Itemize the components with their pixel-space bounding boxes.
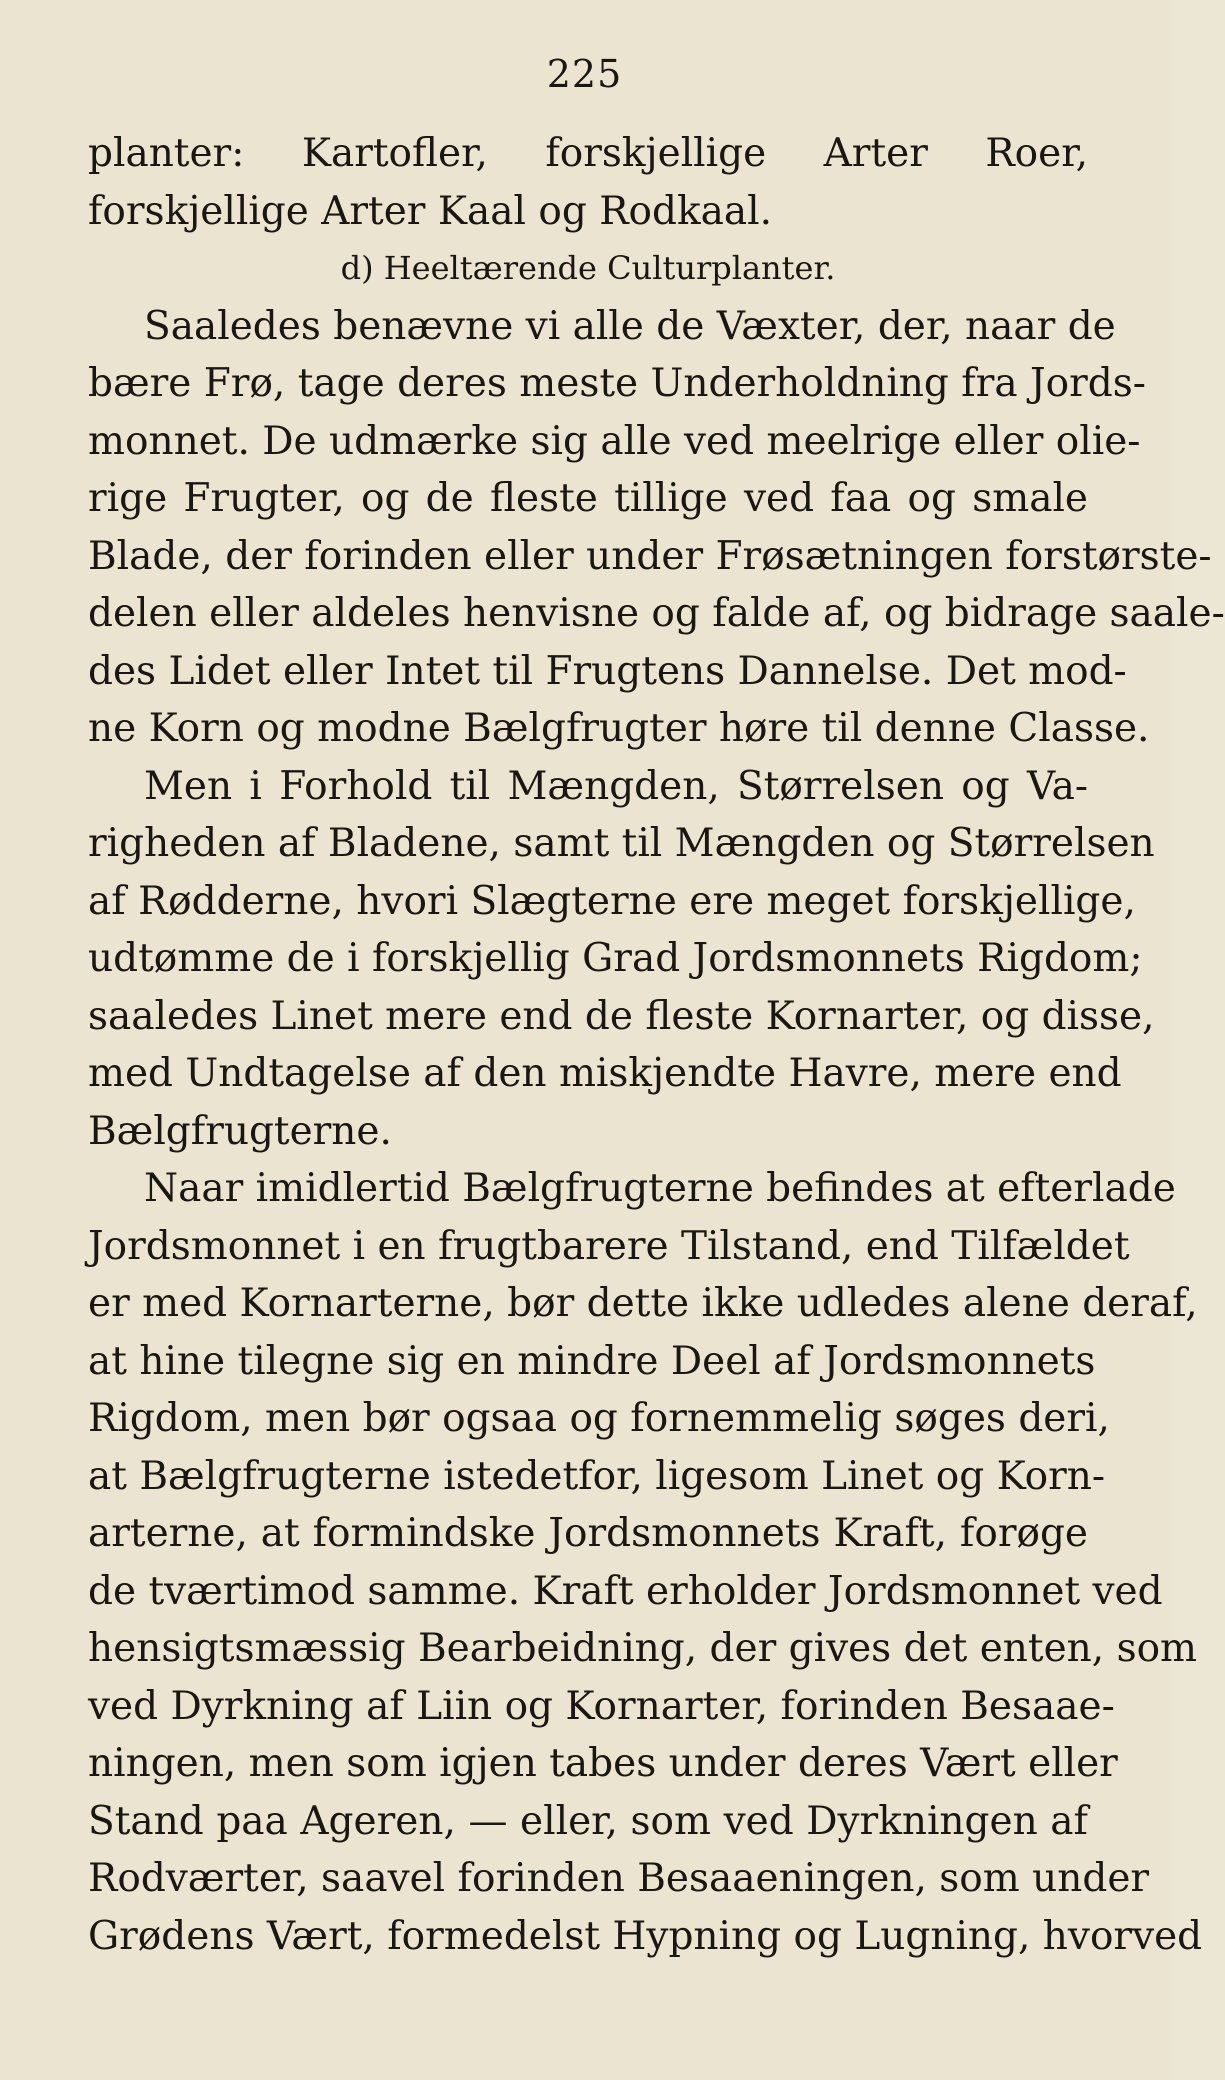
text-line: de tværtimod samme. Kraft erholder Jordsmonnet ved — [88, 1568, 1163, 1614]
text-line: forskjellige Arter Kaal og Rodkaal. — [88, 188, 773, 234]
text-line: saaledes Linet mere end de fleste Kornarter, og disse, — [88, 993, 1155, 1039]
section-heading: d) Heeltærende Culturplanter. — [340, 249, 836, 287]
text-line: Blade, der forinden eller under Frøsætningen forstørste- — [88, 533, 1212, 579]
text-line: Rigdom, men bør ogsaa og fornemmelig søges deri, — [88, 1396, 1110, 1441]
text-line: delen eller aldeles henvisne og falde af, og bidrage saale- — [88, 591, 1225, 636]
text-line: righeden af Bladene, samt til Mængden og Størrelsen — [88, 821, 1155, 866]
text-line: planter: Kartofler, forskjellige Arter Roer, — [88, 131, 1088, 176]
text-line: af Rødderne, hvori Slægterne ere meget forskjellige, — [88, 878, 1136, 924]
text-line: hensigtsmæssig Bearbeidning, der gives det enten, som — [88, 1626, 1198, 1671]
text-line: des Lidet eller Intet til Frugtens Dannelse. Det mod- — [88, 648, 1127, 694]
text-line: ne Korn og modne Bælgfrugter høre til denne Classe. — [88, 706, 1150, 751]
text-line: arterne, at formindske Jordsmonnets Kraft, forøge — [88, 1511, 1088, 1556]
text-line: at Bælgfrugterne istedetfor, ligesom Linet og Korn- — [88, 1453, 1106, 1499]
text-line: Jordsmonnet i en frugtbarere Tilstand, end Tilfældet — [88, 1223, 1130, 1269]
page-number: 225 — [546, 52, 623, 96]
text-line: Bælgfrugterne. — [88, 1108, 392, 1154]
text-line: Rodværter, saavel forinden Besaaeningen, som under — [88, 1856, 1150, 1901]
text-line: Saaledes benævne vi alle de Væxter, der, naar de — [144, 303, 1116, 349]
body-text — [88, 125, 1225, 1965]
text-line: Naar imidlertid Bælgfrugterne befindes at efterlade — [144, 1166, 1176, 1211]
text-line: ningen, men som igjen tabes under deres Vært eller — [88, 1741, 1118, 1786]
text-line: Grødens Vært, formedelst Hypning og Lugning, hvorved — [88, 1913, 1203, 1959]
text-line: med Undtagelse af den miskjendte Havre, mere end — [88, 1051, 1122, 1096]
text-line: udtømme de i forskjellig Grad Jordsmonnets Rigdom; — [88, 936, 1143, 981]
text-line: at hine tilegne sig en mindre Deel af Jordsmonnets — [88, 1338, 1096, 1384]
text-line: monnet. De udmærke sig alle ved meelrige eller olie- — [88, 418, 1141, 464]
text-line: ved Dyrkning af Liin og Kornarter, forinden Besaae- — [88, 1683, 1115, 1729]
text-line: er med Kornarterne, bør dette ikke udledes alene deraf, — [88, 1281, 1198, 1326]
text-line: rige Frugter, og de fleste tillige ved faa og smale — [88, 476, 1088, 521]
text-line: bære Frø, tage deres meste Underholdning fra Jords- — [88, 361, 1146, 406]
text-line: Stand paa Ageren, — eller, som ved Dyrkningen af — [88, 1798, 1088, 1844]
text-line: Men i Forhold til Mængden, Størrelsen og Va- — [144, 763, 1088, 809]
